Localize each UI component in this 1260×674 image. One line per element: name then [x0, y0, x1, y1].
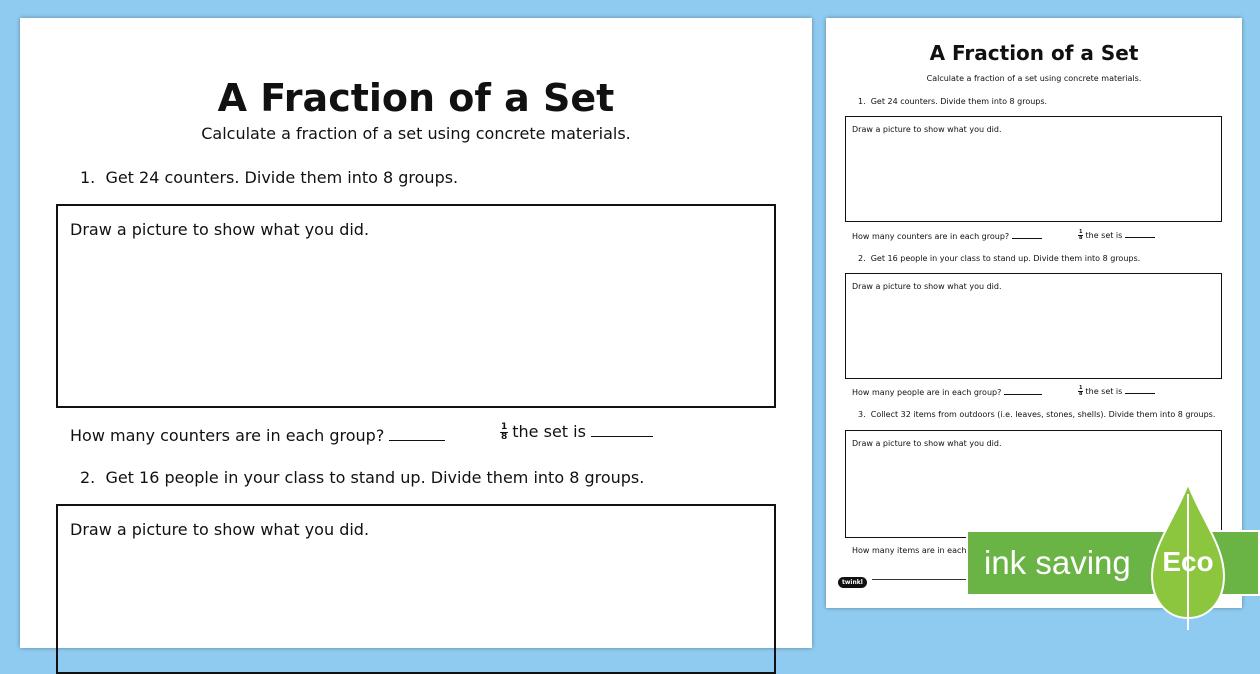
question-number: 1. [858, 97, 866, 106]
question-number: 2. [858, 254, 866, 263]
fraction-blank[interactable] [591, 436, 653, 437]
question-number: 3. [858, 410, 866, 419]
question-1 [858, 97, 1047, 106]
question-2 [80, 468, 644, 487]
drawing-box-label: Draw a picture to show what you did. [70, 220, 370, 239]
fraction-row [1078, 386, 1155, 397]
twinkl-logo: twinkl [838, 577, 867, 588]
question-text: Get 24 counters. Divide them into 8 groups. [105, 168, 459, 187]
answer-row [70, 426, 445, 445]
question-text: Get 16 people in your class to stand up. Divide them into 8 groups. [870, 254, 1141, 263]
fraction-blank[interactable] [1125, 393, 1155, 394]
ink-saving-label: ink saving [984, 544, 1131, 581]
drawing-box-label: Draw a picture to show what you did. [852, 282, 1002, 291]
answer-row [852, 232, 1042, 241]
fraction-one-eighth: $\frac{1}{8}$ [501, 422, 508, 442]
page-title: A Fraction of a Set [217, 76, 615, 120]
fraction-row [1078, 230, 1155, 241]
question-2 [858, 254, 1140, 263]
answer-blank[interactable] [1012, 238, 1042, 239]
question-text: Collect 32 items from outdoors (i.e. leaves, stones, shells). Divide them into 8 groups. [870, 410, 1216, 419]
fraction-text: the set is [1085, 231, 1123, 240]
answer-question: How many counters are in each group? [852, 232, 1010, 241]
answer-blank[interactable] [1004, 394, 1042, 395]
fraction-text: the set is [512, 422, 586, 441]
answer-row [852, 546, 966, 555]
answer-question: How many people are in each group? [852, 388, 1002, 397]
answer-row [852, 388, 1042, 397]
drawing-box-label: Draw a picture to show what you did. [852, 439, 1002, 448]
fraction-row [500, 422, 653, 442]
drawing-box[interactable] [845, 116, 1222, 222]
question-1 [80, 168, 458, 187]
fraction-one-eighth: $\frac{1}{8}$ [1079, 385, 1083, 397]
drawing-box-label: Draw a picture to show what you did. [70, 520, 370, 539]
answer-question: How many items are in each [852, 546, 967, 555]
question-number: 1. [80, 168, 96, 187]
drawing-box-label: Draw a picture to show what you did. [852, 125, 1002, 134]
ink-saving-badge [966, 484, 1260, 630]
page-subtitle: Calculate a fraction of a set using concrete materials. [201, 124, 631, 143]
fraction-text: the set is [1085, 387, 1123, 396]
question-text: Get 24 counters. Divide them into 8 groups. [870, 97, 1048, 106]
question-number: 2. [80, 468, 96, 487]
question-3 [858, 410, 1215, 419]
answer-blank[interactable] [389, 440, 445, 441]
drawing-box[interactable] [845, 273, 1222, 379]
fraction-one-eighth: $\frac{1}{8}$ [1079, 229, 1083, 241]
fraction-blank[interactable] [1125, 237, 1155, 238]
drawing-box[interactable] [56, 504, 776, 674]
page-subtitle: Calculate a fraction of a set using concrete materials. [926, 74, 1142, 83]
drawing-box[interactable] [56, 204, 776, 408]
eco-label: Eco [1162, 546, 1214, 577]
page-title: A Fraction of a Set [929, 41, 1139, 65]
answer-question: How many counters are in each group? [70, 426, 385, 445]
worksheet-zoomed [20, 18, 812, 648]
question-text: Get 16 people in your class to stand up. Divide them into 8 groups. [105, 468, 645, 487]
